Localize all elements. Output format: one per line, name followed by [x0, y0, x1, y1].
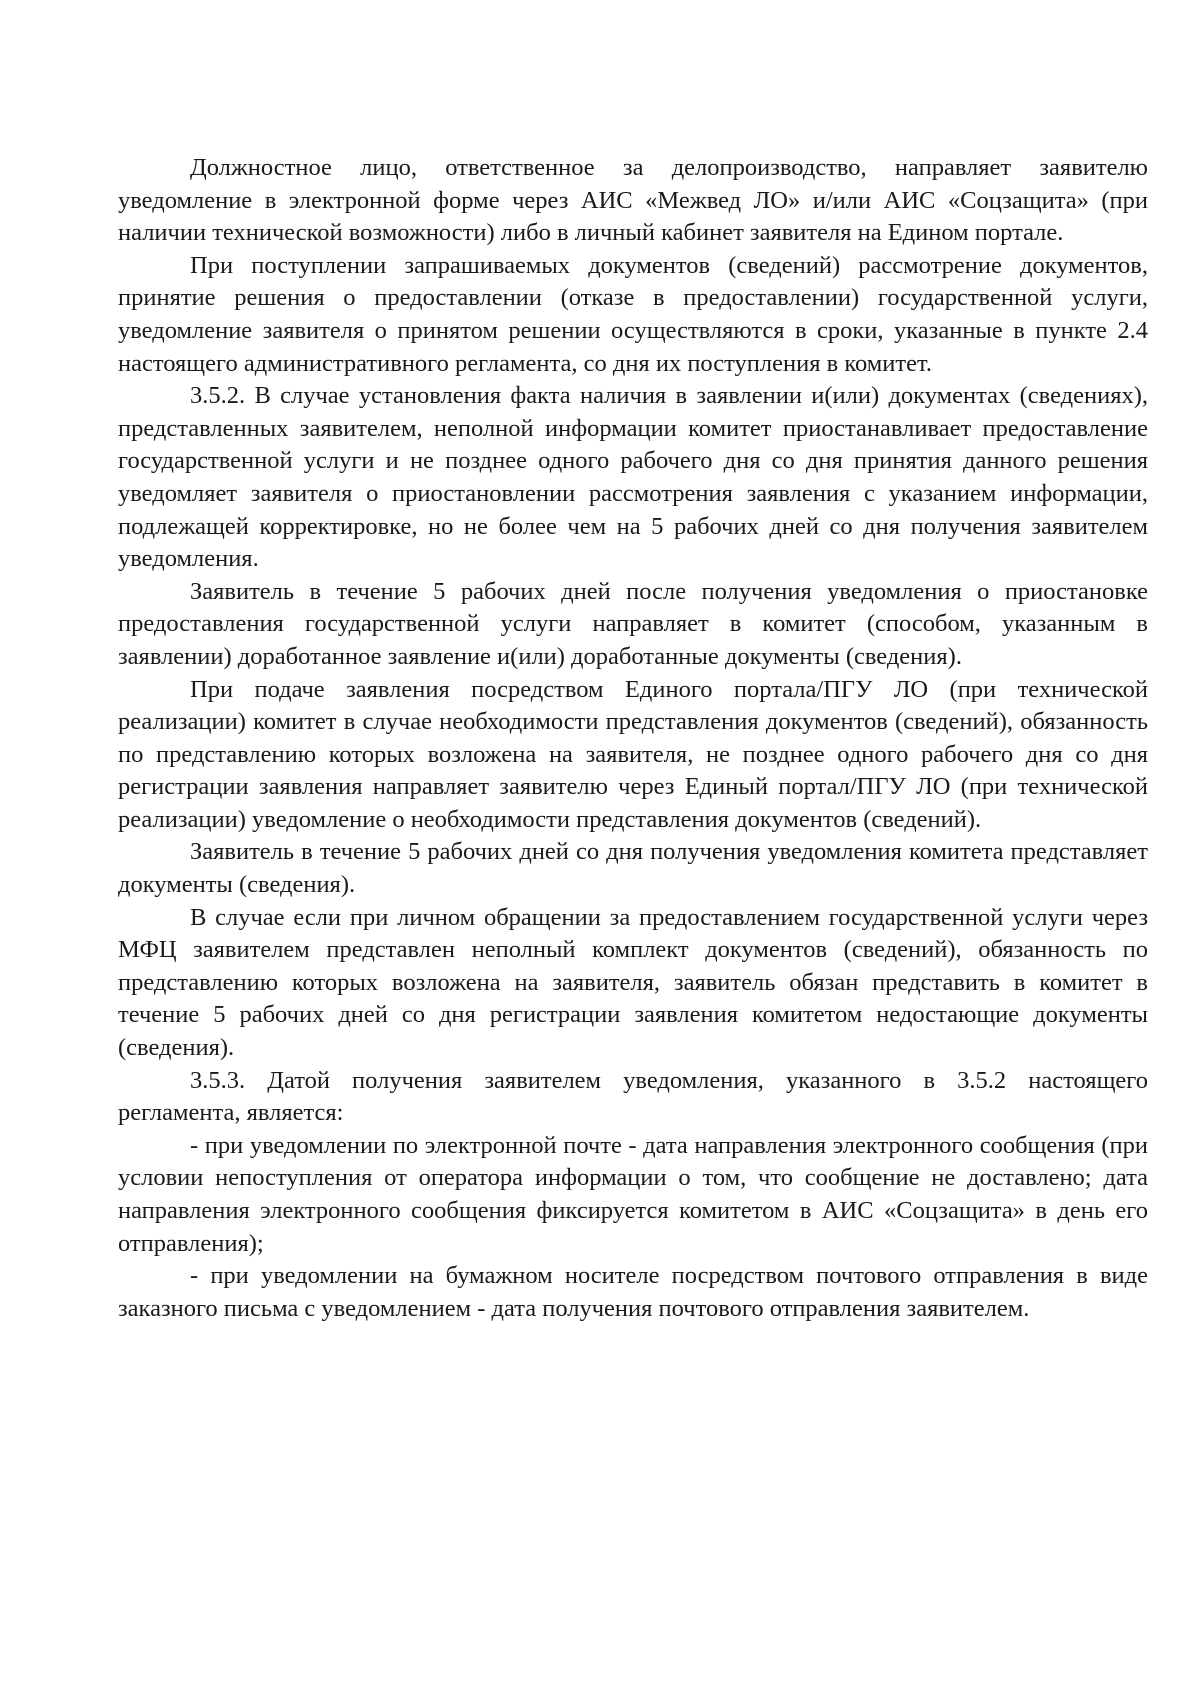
paragraph: Должностное лицо, ответственное за делопроизводство, направляет заявителю уведомление в электронной форме через АИС «Межвед ЛО» и/или АИС «Соцзащита» (при наличии технической возможности) либо в личный кабинет заявителя на Едином портале.: [118, 154, 1148, 247]
paragraph: 3.5.2. В случае установления факта наличия в заявлении и(или) документах (сведениях), представленных заявителем, неполной информации комитет приостанавливает предоставление государственной услуги и не позднее одного рабочего дня со дня принятия данного решения уведомляет заявителя о приостановлении рассмотрения заявления с указанием информации, подлежащей корректировке, но не более чем на 5 рабочих дней со дня получения заявителем уведомления.: [118, 382, 1148, 573]
document-page: [118, 152, 1148, 1325]
paragraph: 3.5.3. Датой получения заявителем уведомления, указанного в 3.5.2 настоящего регламента, является:: [118, 1066, 1148, 1127]
paragraph: Заявитель в течение 5 рабочих дней после получения уведомления о приостановке предоставления государственной услуги направляет в комитет (способом, указанным в заявлении) доработанное заявление и(или) доработанные документы (сведения).: [118, 577, 1148, 670]
paragraph: В случае если при личном обращении за предоставлением государственной услуги через МФЦ заявителем представлен неполный комплект документов (сведений), обязанность по представлению которых возложена на заявителя, заявитель обязан представить в комитет в течение 5 рабочих дней со дня регистрации заявления комитетом недостающие документы (сведения).: [118, 903, 1148, 1062]
paragraph: - при уведомлении на бумажном носителе посредством почтового отправления в виде заказного письма с уведомлением - дата получения почтового отправления заявителем.: [118, 1262, 1148, 1322]
paragraph: При поступлении запрашиваемых документов (сведений) рассмотрение документов, принятие решения о предоставлении (отказе в предоставлении) государственной услуги, уведомление заявителя о принятом решении осуществляются в сроки, указанные в пункте 2.4 настоящего административного регламента, со дня их поступления в комитет.: [118, 251, 1148, 377]
paragraph: Заявитель в течение 5 рабочих дней со дня получения уведомления комитета представляет документы (сведения).: [118, 838, 1148, 899]
paragraph: При подаче заявления посредством Единого портала/ПГУ ЛО (при технической реализации) комитет в случае необходимости представления документов (сведений), обязанность по представлению которых возложена на заявителя, не позднее одного рабочего дня со дня регистрации заявления направляет заявителю через Единый портал/ПГУ ЛО (при технической реализации) уведомление о необходимости представления документов (сведений).: [118, 675, 1148, 833]
paragraph: - при уведомлении по электронной почте - дата направления электронного сообщения (при условии непоступления от оператора информации о том, что сообщение не доставлено; дата направления электронного сообщения фиксируется комитетом в АИС «Соцзащита» в день его отправления);: [118, 1131, 1148, 1257]
